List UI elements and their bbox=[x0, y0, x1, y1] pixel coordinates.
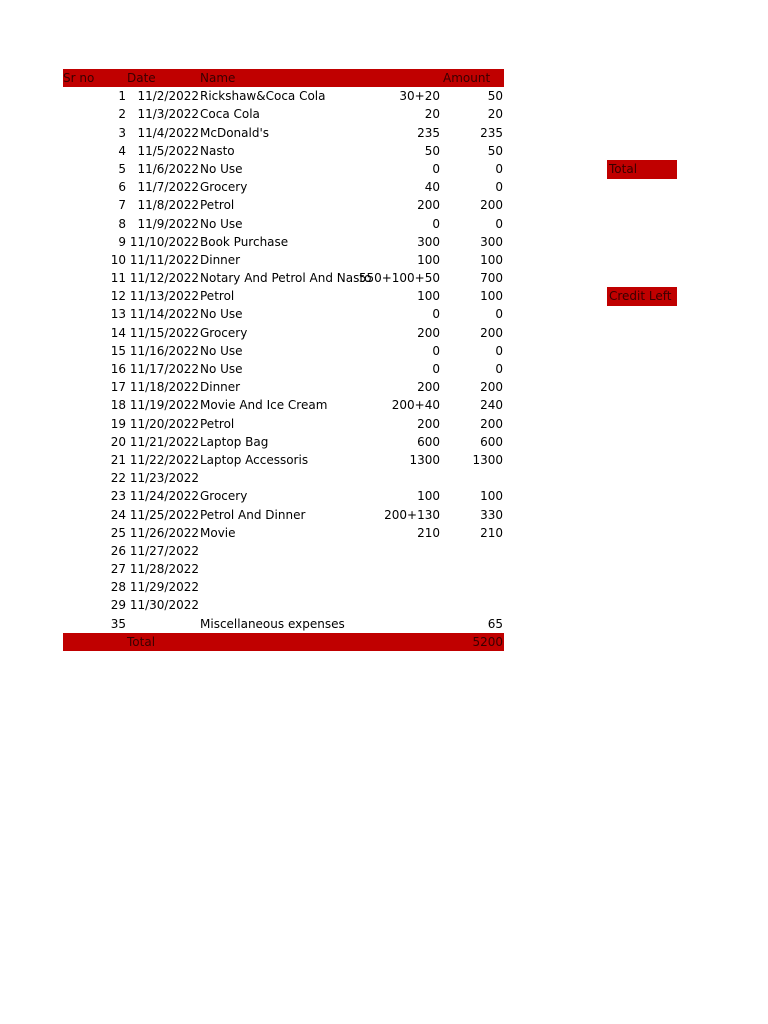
cell-sr-no: 16 bbox=[110, 362, 126, 376]
table-row bbox=[63, 451, 504, 469]
cell-sr-no: 19 bbox=[110, 416, 126, 431]
cell-amount: 100 bbox=[480, 489, 503, 504]
cell-calc: 0 bbox=[432, 362, 440, 376]
table-row bbox=[63, 524, 504, 542]
cell-name: Laptop Bag bbox=[200, 434, 269, 449]
cell-calc: 0 bbox=[432, 216, 440, 231]
table-header bbox=[63, 69, 504, 87]
table-row bbox=[63, 124, 504, 142]
credit-left-box: Credit Left bbox=[607, 287, 677, 306]
cell-name: Petrol bbox=[200, 416, 235, 431]
table-row bbox=[63, 578, 504, 596]
cell-date: 11/27/2022 bbox=[129, 543, 199, 558]
cell-date: 11/11/2022 bbox=[129, 252, 199, 267]
table-row bbox=[63, 396, 504, 414]
table-row bbox=[63, 324, 504, 342]
cell-name: Movie bbox=[200, 525, 236, 540]
cell-calc: 50 bbox=[424, 143, 440, 158]
cell-amount: 700 bbox=[480, 271, 503, 286]
cell-name: Nasto bbox=[200, 143, 235, 158]
cell-amount: 300 bbox=[480, 234, 503, 249]
cell-sr-no: 10 bbox=[110, 252, 126, 267]
cell-calc: 200+40 bbox=[391, 398, 440, 413]
cell-date: 11/17/2022 bbox=[129, 362, 199, 376]
cell-amount: 50 bbox=[487, 89, 503, 104]
cell-name: Dinner bbox=[200, 380, 241, 395]
cell-name: Petrol bbox=[200, 198, 235, 213]
cell-name: No Use bbox=[200, 343, 243, 358]
table-row bbox=[63, 215, 504, 233]
cell-amount: 200 bbox=[480, 416, 503, 431]
cell-date: 11/16/2022 bbox=[129, 343, 199, 358]
table-row bbox=[63, 305, 504, 323]
table-row bbox=[63, 560, 504, 578]
cell-date: 11/20/2022 bbox=[129, 416, 199, 431]
cell-name: Grocery bbox=[200, 180, 248, 195]
cell-amount: 240 bbox=[480, 398, 503, 413]
table-row bbox=[63, 596, 504, 614]
cell-name: No Use bbox=[200, 216, 243, 231]
cell-sr-no: 8 bbox=[118, 216, 126, 231]
cell-calc: 235 bbox=[417, 125, 440, 140]
cell-sr-no: 2 bbox=[118, 107, 126, 122]
table-row bbox=[63, 287, 504, 305]
cell-amount: 1300 bbox=[472, 452, 503, 467]
cell-sr-no: 29 bbox=[110, 598, 126, 613]
cell-amount: 0 bbox=[495, 362, 503, 376]
cell-name: No Use bbox=[200, 362, 243, 376]
cell-date: 11/14/2022 bbox=[129, 307, 199, 322]
cell-amount: 100 bbox=[480, 252, 503, 267]
cell-date: 11/15/2022 bbox=[129, 325, 199, 340]
cell-name: Laptop Accessoris bbox=[200, 452, 309, 467]
table-row bbox=[63, 415, 504, 433]
cell-name: No Use bbox=[200, 161, 243, 176]
table-row bbox=[63, 251, 504, 269]
cell-sr-no: 27 bbox=[110, 562, 126, 577]
cell-name: Coca Cola bbox=[200, 107, 260, 122]
cell-amount: 600 bbox=[480, 434, 503, 449]
cell-sr-no: 23 bbox=[110, 489, 126, 504]
cell-sr-no: 15 bbox=[110, 343, 126, 358]
cell-amount: 200 bbox=[480, 325, 503, 340]
cell-amount: 0 bbox=[495, 180, 503, 195]
cell-date: 11/2/2022 bbox=[137, 89, 199, 104]
cell-sr-no: 6 bbox=[118, 180, 126, 195]
cell-date: 11/9/2022 bbox=[137, 216, 199, 231]
cell-name: Movie And Ice Cream bbox=[200, 398, 328, 413]
cell-date: 11/3/2022 bbox=[137, 107, 199, 122]
cell-date: 11/8/2022 bbox=[137, 198, 199, 213]
cell-sr-no: 1 bbox=[118, 89, 126, 104]
cell-amount: 0 bbox=[495, 161, 503, 176]
cell-sr-no: 14 bbox=[110, 325, 126, 340]
table-row bbox=[63, 269, 504, 287]
cell-sr-no: 9 bbox=[118, 234, 126, 249]
cell-calc: 0 bbox=[432, 307, 440, 322]
cell-sr-no: 25 bbox=[110, 525, 126, 540]
cell-amount: 200 bbox=[480, 380, 503, 395]
cell-name: Grocery bbox=[200, 489, 248, 504]
cell-name: McDonald's bbox=[200, 125, 269, 140]
cell-name: Rickshaw&Coca Cola bbox=[200, 89, 326, 104]
cell-name: Petrol bbox=[200, 289, 235, 304]
cell-calc: 1300 bbox=[409, 452, 440, 467]
cell-sr-no: 4 bbox=[118, 143, 126, 158]
cell-calc: 100 bbox=[417, 252, 440, 267]
cell-sr-no: 17 bbox=[110, 380, 126, 395]
table-row bbox=[63, 542, 504, 560]
cell-calc: 200 bbox=[417, 416, 440, 431]
cell-calc: 200 bbox=[417, 380, 440, 395]
table-row bbox=[63, 360, 504, 378]
cell-calc: 0 bbox=[432, 161, 440, 176]
cell-date: 11/10/2022 bbox=[129, 234, 199, 249]
cell-date: 11/25/2022 bbox=[129, 507, 199, 522]
cell-sr-no: 22 bbox=[110, 471, 126, 486]
cell-calc: 30+20 bbox=[399, 89, 440, 104]
footer-total-label: Total bbox=[127, 634, 156, 649]
cell-amount: 0 bbox=[495, 216, 503, 231]
cell-amount: 65 bbox=[487, 616, 503, 631]
table-row bbox=[63, 342, 504, 360]
cell-calc: 100 bbox=[417, 289, 440, 304]
cell-calc: 300 bbox=[417, 234, 440, 249]
cell-calc: 20 bbox=[424, 107, 440, 122]
table-row bbox=[63, 160, 504, 178]
table-row bbox=[63, 233, 504, 251]
table-row bbox=[63, 506, 504, 524]
cell-amount: 100 bbox=[480, 289, 503, 304]
cell-sr-no: 12 bbox=[110, 289, 126, 304]
cell-sr-no: 20 bbox=[110, 434, 126, 449]
footer-total-amount: 5200 bbox=[472, 634, 503, 649]
cell-calc: 200 bbox=[417, 325, 440, 340]
cell-date: 11/21/2022 bbox=[129, 434, 199, 449]
cell-sr-no: 5 bbox=[118, 161, 126, 176]
table-row bbox=[63, 433, 504, 451]
header-name: Name bbox=[200, 71, 236, 85]
cell-name: Grocery bbox=[200, 325, 248, 340]
cell-name: Book Purchase bbox=[200, 234, 289, 249]
cell-date: 11/12/2022 bbox=[129, 271, 199, 286]
header-amount: Amount bbox=[443, 71, 491, 85]
cell-date: 11/18/2022 bbox=[129, 380, 199, 395]
cell-date: 11/19/2022 bbox=[129, 398, 199, 413]
cell-name: Dinner bbox=[200, 252, 241, 267]
cell-name: No Use bbox=[200, 307, 243, 322]
cell-date: 11/29/2022 bbox=[129, 580, 199, 595]
cell-sr-no: 28 bbox=[110, 580, 126, 595]
cell-date: 11/23/2022 bbox=[129, 471, 199, 486]
expense-table bbox=[63, 69, 504, 651]
table-row bbox=[63, 142, 504, 160]
cell-calc: 100 bbox=[417, 489, 440, 504]
cell-date: 11/4/2022 bbox=[137, 125, 199, 140]
cell-sr-no: 35 bbox=[110, 616, 126, 631]
cell-amount: 210 bbox=[480, 525, 503, 540]
table-row bbox=[63, 196, 504, 214]
cell-amount: 200 bbox=[480, 198, 503, 213]
cell-calc: 200 bbox=[417, 198, 440, 213]
cell-sr-no: 11 bbox=[110, 271, 126, 286]
cell-sr-no: 3 bbox=[118, 125, 126, 140]
cell-date: 11/30/2022 bbox=[129, 598, 199, 613]
cell-date: 11/24/2022 bbox=[129, 489, 199, 504]
cell-amount: 50 bbox=[487, 143, 503, 158]
table-row bbox=[63, 105, 504, 123]
cell-calc: 550+100+50 bbox=[358, 271, 440, 286]
table-body bbox=[63, 87, 504, 633]
cell-sr-no: 18 bbox=[110, 398, 126, 413]
cell-calc: 600 bbox=[417, 434, 440, 449]
table-row bbox=[63, 178, 504, 196]
cell-calc: 200+130 bbox=[384, 507, 440, 522]
cell-amount: 235 bbox=[480, 125, 503, 140]
cell-name: Petrol And Dinner bbox=[200, 507, 306, 522]
header-sr-no: Sr no bbox=[63, 71, 95, 85]
cell-date: 11/22/2022 bbox=[129, 452, 199, 467]
table-footer bbox=[63, 633, 504, 651]
cell-sr-no: 7 bbox=[118, 198, 126, 213]
total-summary-box: Total bbox=[607, 160, 677, 179]
cell-amount: 20 bbox=[487, 107, 503, 122]
cell-calc: 0 bbox=[432, 343, 440, 358]
cell-amount: 0 bbox=[495, 343, 503, 358]
table-row bbox=[63, 378, 504, 396]
cell-date: 11/7/2022 bbox=[137, 180, 199, 195]
cell-date: 11/6/2022 bbox=[137, 161, 199, 176]
table-row bbox=[63, 487, 504, 505]
cell-date: 11/28/2022 bbox=[129, 562, 199, 577]
cell-calc: 40 bbox=[424, 180, 440, 195]
cell-calc: 210 bbox=[417, 525, 440, 540]
cell-date: 11/13/2022 bbox=[129, 289, 199, 304]
cell-sr-no: 26 bbox=[110, 543, 126, 558]
cell-sr-no: 21 bbox=[110, 452, 126, 467]
cell-date: 11/5/2022 bbox=[137, 143, 199, 158]
cell-sr-no: 13 bbox=[110, 307, 126, 322]
cell-name: Miscellaneous expenses bbox=[200, 616, 345, 631]
cell-sr-no: 24 bbox=[110, 507, 126, 522]
cell-date: 11/26/2022 bbox=[129, 525, 199, 540]
table-row bbox=[63, 469, 504, 487]
cell-amount: 0 bbox=[495, 307, 503, 322]
header-date: Date bbox=[127, 71, 156, 85]
table-row bbox=[63, 615, 504, 633]
cell-amount: 330 bbox=[480, 507, 503, 522]
cell-name: Notary And Petrol And Nasto bbox=[200, 271, 372, 286]
table-row bbox=[63, 87, 504, 105]
